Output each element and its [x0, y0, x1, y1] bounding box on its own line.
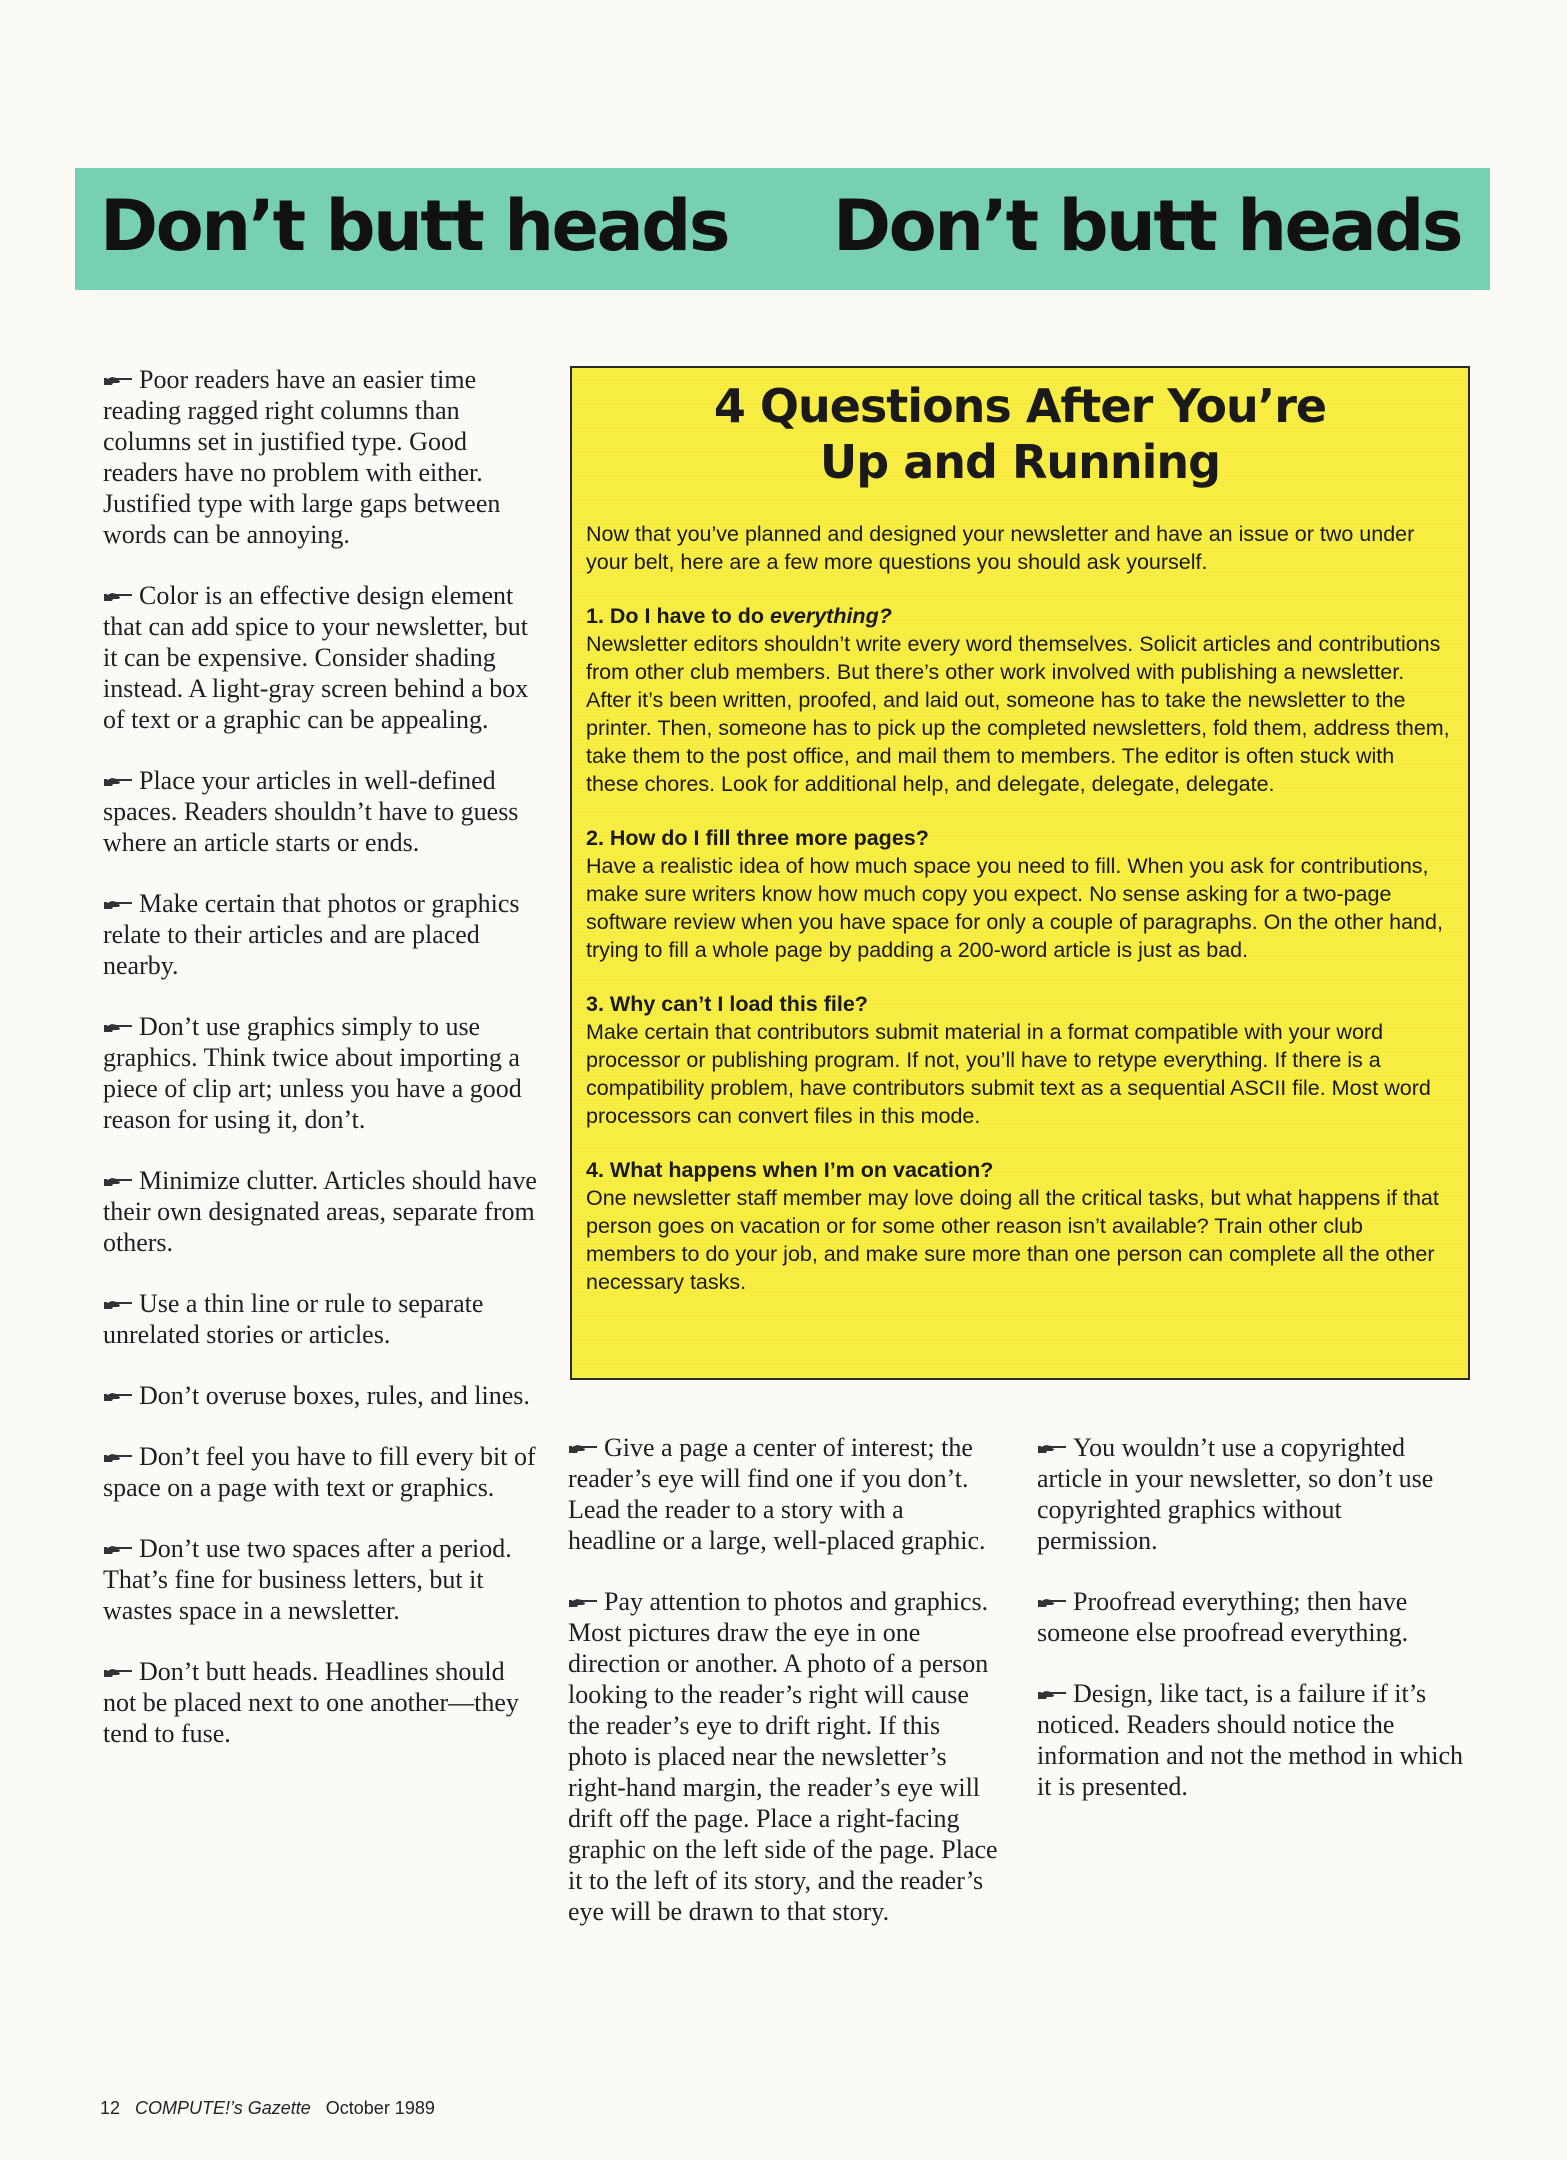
question-item — [586, 990, 1452, 1130]
tip-item: Don’t overuse boxes, rules, and lines. — [103, 1380, 543, 1411]
pointing-hand-icon — [103, 1299, 133, 1311]
pointing-hand-icon — [103, 1452, 133, 1464]
question-heading: 1. Do I have to do everything? — [586, 604, 892, 628]
question-body: Make certain that contributors submit material in a format compatible with your word processor or publishing program. If not, you’ll have to retype everything. If there is a compatibility problem, have contributors submit text as a sequential ASCII file. Most word processors can convert files in this mode. — [586, 1020, 1431, 1128]
question-body: One newsletter staff member may love doing all the critical tasks, but what happens if that person goes on vacation or for some other reason isn’t available? Train other club members to do your job, and make sure more than one person can complete all the other necessary tasks. — [586, 1186, 1439, 1294]
tip-item: Pay attention to photos and graphics. Most pictures draw the eye in one direction or another. A photo of a person looking to the reader’s right will cause the reader’s eye to drift right. If this photo is placed near the newsletter’s right-hand margin, the reader’s eye will drift off the page. Place a right-facing graphic on the left side of the page. Place it to the left of its story, and the reader’s eye will be drawn to that story. — [568, 1587, 998, 1926]
tip-item: Use a thin line or rule to separate unrelated stories or articles. — [103, 1289, 484, 1349]
tip-item: You wouldn’t use a copyrighted article in your newsletter, so don’t use copyrighted graphics without permission. — [1037, 1433, 1434, 1555]
pointing-hand-icon — [103, 1544, 133, 1556]
right-tips-column — [1037, 1432, 1467, 1832]
tip-item: Minimize clutter. Articles should have their own designated areas, separate from others. — [103, 1166, 537, 1257]
box-intro: Now that you’ve planned and designed your newsletter and have an issue or two under your belt, here are a few more questions you should ask yourself. — [586, 522, 1415, 574]
headline-right: Don’t butt heads — [833, 185, 1462, 267]
box-title-line-1: 4 Questions After You’re — [713, 379, 1327, 433]
question-body: Newsletter editors shouldn’t write every word themselves. Solicit articles and contributions from other club members. But there’s other work involved with publishing a newsletter. After it’s been written, proofed, and laid out, someone has to take the newsletter to the printer. Then, someone has to pick up the completed newsletters, fold them, address them, take them to the post office, and mail them to members. The editor is often stuck with these chores. Look for additional help, and delegate, delegate, delegate. — [586, 632, 1450, 796]
pointing-hand-icon — [103, 375, 133, 387]
magazine-name: COMPUTE!’s Gazette — [135, 2098, 311, 2118]
tip-item: Design, like tact, is a failure if it’s noticed. Readers should notice the information and not the method in which it is presented. — [1037, 1679, 1464, 1801]
tip-item: Don’t use two spaces after a period. That’s fine for business letters, but it wastes space in a newsletter. — [103, 1534, 512, 1625]
questions-sidebar-box — [570, 366, 1470, 1380]
question-item — [586, 602, 1452, 798]
tip-item: Don’t butt heads. Headlines should not be placed next to one another—they tend to fuse. — [103, 1657, 519, 1748]
headline-left: Don’t butt heads — [100, 185, 729, 267]
left-tips-column — [103, 364, 543, 1779]
pointing-hand-icon — [568, 1597, 598, 1609]
question-item — [586, 1156, 1452, 1296]
question-heading: 3. Why can’t I load this file? — [586, 992, 868, 1016]
page-footer — [100, 2098, 435, 2119]
box-title — [572, 378, 1468, 490]
box-title-line-2: Up and Running — [819, 435, 1221, 489]
issue-date: October 1989 — [325, 2098, 435, 2118]
pointing-hand-icon — [103, 1176, 133, 1188]
middle-tips-column — [568, 1432, 998, 1957]
question-body: Have a realistic idea of how much space you need to fill. When you ask for contributions, make sure writers know how much copy you expect. No sense asking for a two-page software review when you have space for only a couple of paragraphs. On the other hand, trying to fill a whole page by padding a 200-word article is just as bad. — [586, 854, 1443, 962]
pointing-hand-icon — [1037, 1597, 1067, 1609]
question-item — [586, 824, 1452, 964]
pointing-hand-icon — [103, 1022, 133, 1034]
headline-banner — [75, 168, 1490, 290]
pointing-hand-icon — [1037, 1689, 1067, 1701]
pointing-hand-icon — [568, 1443, 598, 1455]
tip-item: Don’t use graphics simply to use graphics. Think twice about importing a piece of clip art; unless you have a good reason for using it, don’t. — [103, 1012, 522, 1134]
pointing-hand-icon — [103, 776, 133, 788]
pointing-hand-icon — [103, 591, 133, 603]
tip-item: Color is an effective design element that can add spice to your newsletter, but it can be expensive. Consider shading instead. A light-gray screen behind a box of text or a graphic can be appealing. — [103, 581, 529, 734]
tip-item: Don’t feel you have to fill every bit of space on a page with text or graphics. — [103, 1442, 536, 1502]
pointing-hand-icon — [103, 1391, 133, 1403]
tip-item: Make certain that photos or graphics relate to their articles and are placed nearby. — [103, 889, 520, 980]
question-heading: 2. How do I fill three more pages? — [586, 826, 929, 850]
tip-item: Proofread everything; then have someone else proofread everything. — [1037, 1587, 1409, 1647]
tip-item: Poor readers have an easier time reading ragged right columns than columns set in justified type. Good readers have no problem with either. Justified type with large gaps between words can be annoying. — [103, 365, 501, 549]
pointing-hand-icon — [1037, 1443, 1067, 1455]
tip-item: Give a page a center of interest; the reader’s eye will find one if you don’t. Lead the reader to a story with a headline or a large, well-placed graphic. — [568, 1433, 986, 1555]
tip-item: Place your articles in well-defined spaces. Readers shouldn’t have to guess where an article starts or ends. — [103, 766, 519, 857]
page-number: 12 — [100, 2098, 121, 2118]
pointing-hand-icon — [103, 1667, 133, 1679]
question-heading: 4. What happens when I’m on vacation? — [586, 1158, 994, 1182]
pointing-hand-icon — [103, 899, 133, 911]
